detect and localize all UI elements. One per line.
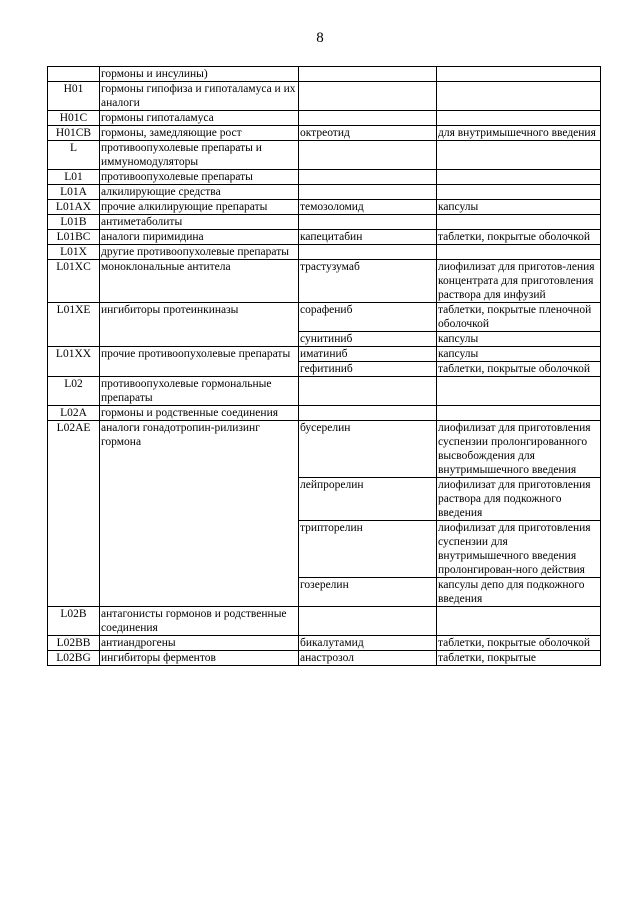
drug-name-cell: трастузумаб — [299, 260, 437, 303]
drug-name-cell: гозерелин — [299, 578, 437, 607]
drug-name-cell: анастрозол — [299, 651, 437, 666]
drug-name-cell: бусерелин — [299, 421, 437, 478]
drug-name-cell: сунитиниб — [299, 332, 437, 347]
drug-name-cell: трипторелин — [299, 521, 437, 578]
table-row — [48, 67, 601, 82]
dosage-form-cell — [437, 215, 601, 230]
dosage-form-cell: лиофилизат для приготовления раствора для подкожного введения — [437, 478, 601, 521]
dosage-form-cell: таблетки, покрытые оболочкой — [437, 230, 601, 245]
atc-code-cell: L02AE — [48, 421, 100, 607]
drug-name-cell: бикалутамид — [299, 636, 437, 651]
dosage-form-cell: таблетки, покрытые — [437, 651, 601, 666]
atc-code-cell: H01CB — [48, 126, 100, 141]
atc-code-cell: L02BB — [48, 636, 100, 651]
atc-code-cell: L01XX — [48, 347, 100, 377]
dosage-form-cell: капсулы — [437, 347, 601, 362]
group-name-cell: прочие алкилирующие препараты — [100, 200, 299, 215]
group-name-cell: противоопухолевые препараты — [100, 170, 299, 185]
dosage-form-cell — [437, 185, 601, 200]
table-row — [48, 651, 601, 666]
group-name-cell: аналоги гонадотропин-рилизинг гормона — [100, 421, 299, 607]
table-row — [48, 377, 601, 406]
dosage-form-cell: таблетки, покрытые пленочной оболочкой — [437, 303, 601, 332]
dosage-form-cell — [437, 67, 601, 82]
group-name-cell: гормоны гипофиза и гипоталамуса и их аналоги — [100, 82, 299, 111]
drug-name-cell — [299, 245, 437, 260]
table-row — [48, 82, 601, 111]
atc-code-cell: L02BG — [48, 651, 100, 666]
group-name-cell: антиандрогены — [100, 636, 299, 651]
table-row — [48, 141, 601, 170]
table-row — [48, 260, 601, 303]
atc-code-cell: H01C — [48, 111, 100, 126]
atc-code-cell: L02 — [48, 377, 100, 406]
group-name-cell: противоопухолевые препараты и иммуномодуляторы — [100, 141, 299, 170]
drug-name-cell: октреотид — [299, 126, 437, 141]
drug-name-cell — [299, 215, 437, 230]
atc-code-cell: L01XE — [48, 303, 100, 347]
dosage-form-cell — [437, 111, 601, 126]
atc-code-cell: L01B — [48, 215, 100, 230]
dosage-form-cell — [437, 406, 601, 421]
group-name-cell: противоопухолевые гормональные препараты — [100, 377, 299, 406]
dosage-form-cell — [437, 245, 601, 260]
drug-name-cell — [299, 111, 437, 126]
atc-code-cell: L01BC — [48, 230, 100, 245]
table-row — [48, 200, 601, 215]
dosage-form-cell — [437, 377, 601, 406]
drug-name-cell — [299, 82, 437, 111]
atc-code-cell: L — [48, 141, 100, 170]
drug-name-cell: лейпрорелин — [299, 478, 437, 521]
group-name-cell: алкилирующие средства — [100, 185, 299, 200]
dosage-form-cell: капсулы депо для подкожного введения — [437, 578, 601, 607]
drug-name-cell: сорафениб — [299, 303, 437, 332]
group-name-cell: гормоны, замедляющие рост — [100, 126, 299, 141]
table-row — [48, 406, 601, 421]
table-row — [48, 245, 601, 260]
drug-name-cell: гефитиниб — [299, 362, 437, 377]
group-name-cell: антагонисты гормонов и родственные соединения — [100, 607, 299, 636]
group-name-cell: гормоны и родственные соединения — [100, 406, 299, 421]
dosage-form-cell: таблетки, покрытые оболочкой — [437, 636, 601, 651]
table-row — [48, 607, 601, 636]
dosage-form-cell — [437, 607, 601, 636]
table-row — [48, 111, 601, 126]
dosage-form-cell: таблетки, покрытые оболочкой — [437, 362, 601, 377]
table-row — [48, 215, 601, 230]
group-name-cell: ингибиторы протеинкиназы — [100, 303, 299, 347]
atc-code-cell — [48, 67, 100, 82]
atc-code-cell: L01XC — [48, 260, 100, 303]
dosage-form-cell: лиофилизат для приготовления суспензии пролонгированного высвобождения для внутримышечного введения — [437, 421, 601, 478]
group-name-cell: прочие противоопухолевые препараты — [100, 347, 299, 377]
drug-name-cell — [299, 141, 437, 170]
group-name-cell: аналоги пиримидина — [100, 230, 299, 245]
drug-name-cell — [299, 185, 437, 200]
dosage-form-cell — [437, 141, 601, 170]
atc-code-cell: L02B — [48, 607, 100, 636]
table-row — [48, 126, 601, 141]
atc-code-cell: L01A — [48, 185, 100, 200]
table-row — [48, 636, 601, 651]
drug-name-cell — [299, 170, 437, 185]
group-name-cell: другие противоопухолевые препараты — [100, 245, 299, 260]
table-body — [48, 67, 601, 666]
group-name-cell: гормоны и инсулины) — [100, 67, 299, 82]
drug-name-cell: капецитабин — [299, 230, 437, 245]
table-row — [48, 185, 601, 200]
dosage-form-cell — [437, 82, 601, 111]
atc-code-cell: L01X — [48, 245, 100, 260]
atc-code-cell: H01 — [48, 82, 100, 111]
atc-code-cell: L02A — [48, 406, 100, 421]
dosage-form-cell: лиофилизат для приготовления суспензии для внутримышечного введения пролонгирован-ного действия — [437, 521, 601, 578]
group-name-cell: гормоны гипоталамуса — [100, 111, 299, 126]
dosage-form-cell — [437, 170, 601, 185]
drug-name-cell — [299, 67, 437, 82]
drug-name-cell: иматиниб — [299, 347, 437, 362]
drug-table — [47, 66, 601, 666]
atc-code-cell: L01AX — [48, 200, 100, 215]
dosage-form-cell: капсулы — [437, 200, 601, 215]
table-row — [48, 347, 601, 362]
table-row — [48, 230, 601, 245]
table-row — [48, 303, 601, 332]
page-number: 8 — [316, 30, 324, 46]
group-name-cell: моноклональные антитела — [100, 260, 299, 303]
dosage-form-cell: для внутримышечного введения — [437, 126, 601, 141]
group-name-cell: антиметаболиты — [100, 215, 299, 230]
drug-name-cell — [299, 377, 437, 406]
dosage-form-cell: капсулы — [437, 332, 601, 347]
atc-code-cell: L01 — [48, 170, 100, 185]
dosage-form-cell: лиофилизат для приготов-ления концентрата для приготовления раствора для инфузий — [437, 260, 601, 303]
table-row — [48, 170, 601, 185]
group-name-cell: ингибиторы ферментов — [100, 651, 299, 666]
table-row — [48, 421, 601, 478]
drug-name-cell: темозоломид — [299, 200, 437, 215]
drug-name-cell — [299, 406, 437, 421]
drug-name-cell — [299, 607, 437, 636]
